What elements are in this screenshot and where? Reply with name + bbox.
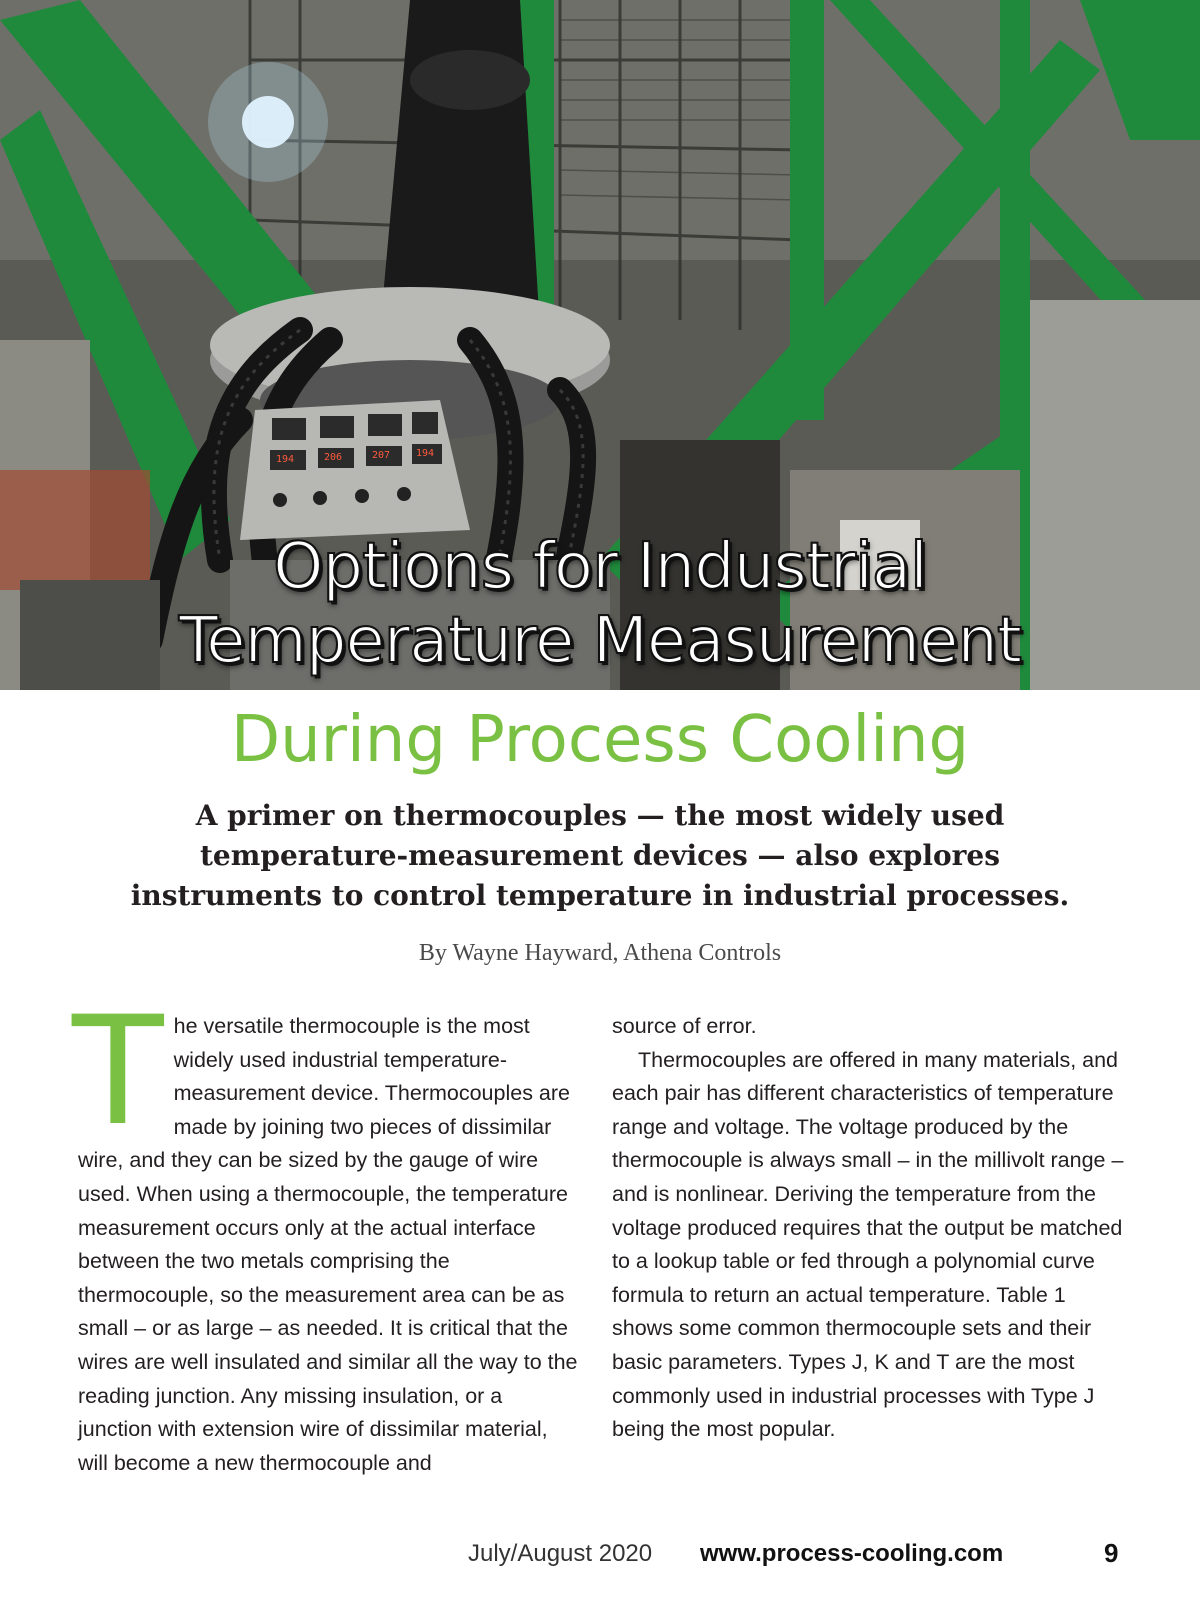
- page-footer: [0, 1540, 1200, 1580]
- body-column-right: [612, 1010, 1127, 1447]
- body-column-left: [72, 985, 582, 1480]
- display-reading-2: 206: [324, 452, 343, 463]
- issue-date: July/August 2020: [468, 1540, 653, 1567]
- paragraph-1-end: source of error.: [612, 1014, 757, 1038]
- drop-cap: T: [72, 985, 164, 1159]
- page-number: 9: [1104, 1538, 1119, 1568]
- title-line-1: Options for Industrial: [273, 530, 927, 604]
- display-reading-4: 194: [416, 448, 435, 459]
- website-url: www.process-cooling.com: [700, 1540, 1004, 1567]
- article-deck: A primer on thermocouples — the most widely used temperature-measurement devices — also explores instruments to control temperature in industrial processes.: [130, 799, 1070, 912]
- paragraph-2: Thermocouples are offered in many materials, and each pair has different characteristics of temperature range and voltage. The voltage produced by the thermocouple is always small – in the millivolt range – and is nonlinear. Deriving the temperature from the voltage produced requires that the output be matched to a lookup table or fed through a polynomial curve formula to return an actual temperature. Table 1 shows some common thermocouple sets and their basic parameters. Types J, K and T are the most commonly used in industrial processes with Type J being the most popular.: [612, 1047, 1124, 1442]
- article-subtitle: During Process Cooling: [230, 703, 970, 777]
- article-byline: By Wayne Hayward, Athena Controls: [418, 940, 782, 966]
- article-title: [0, 530, 1200, 678]
- body-paragraph: [72, 985, 582, 1480]
- hero-photo: [0, 0, 1200, 690]
- display-reading-1: 194: [276, 454, 295, 465]
- title-line-2: Temperature Measurement: [178, 604, 1022, 678]
- paragraph-1-text: he versatile thermocouple is the most widely used industrial temperature-measurement device. Thermocouples are made by joining two pieces of dissimilar wire, and they can be sized by the gauge of wire used. When using a thermocouple, the temperature measurement occurs only at the actual interface between the two metals comprising the thermocouple, so the measurement area can be as small – or as large – as needed. It is critical that the wires are well insulated and similar all the way to the reading junction. Any missing insulation, or a junction with extension wire of dissimilar material, will become a new thermocouple and: [78, 1014, 578, 1475]
- display-reading-3: 207: [372, 450, 391, 461]
